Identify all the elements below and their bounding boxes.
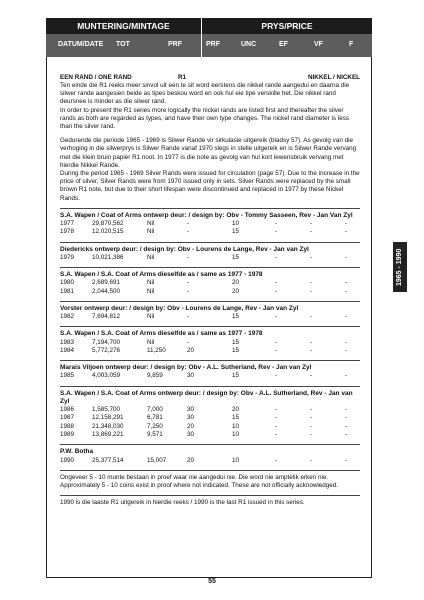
design-heading: S.A. Wapen / S.A. Coat of Arms dieselfde as / same as 1977 - 1978: [60, 330, 263, 338]
cell-unc: 15: [232, 346, 240, 354]
coin-code: R1: [178, 74, 187, 81]
header-divider: [201, 34, 202, 57]
mintage-row: [60, 423, 360, 431]
cell-prf: Nil: [147, 313, 155, 321]
cell-vf: -: [310, 220, 313, 228]
mintage-row: [60, 279, 360, 287]
coin-name: EEN RAND / ONE RAND: [60, 74, 132, 81]
cell-f: -: [345, 253, 348, 261]
cell-unc: 20: [232, 406, 240, 414]
cell-f: -: [345, 346, 348, 354]
cell-vf: -: [310, 253, 313, 261]
cell-vf: -: [310, 431, 313, 439]
cell-prf2: -: [187, 279, 190, 287]
cell-prf: 15,007: [147, 456, 167, 464]
cell-vf: -: [310, 372, 313, 380]
cell-ef: -: [275, 228, 278, 236]
design-heading: Vorster ontwerp deur: / design by: Obv - Lourens de Lange, Rev - Jan van Zyl: [60, 304, 299, 312]
cell-tot: 5,772,276: [92, 346, 121, 354]
cell-unc: 15: [232, 338, 240, 346]
mintage-row: [60, 254, 360, 262]
cell-year: 1987: [60, 414, 75, 422]
cell-unc: 10: [232, 422, 240, 430]
cell-unc: 15: [232, 414, 240, 422]
cell-vf: -: [310, 456, 313, 464]
cell-unc: 10: [232, 220, 240, 228]
cell-ef: -: [275, 414, 278, 422]
coin-metal: NIKKEL / NICKEL: [307, 74, 360, 81]
cell-f: -: [345, 220, 348, 228]
cell-tot: 7,694,812: [92, 313, 121, 321]
col-date: DATUM/DATE: [58, 41, 104, 48]
cell-year: 1984: [60, 346, 75, 354]
cell-tot: 7,194,700: [92, 338, 121, 346]
section-divider: [60, 301, 360, 302]
cell-prf2: -: [187, 228, 190, 236]
design-heading: S.A. Wapen / Coat of Arms ontwerp deur: / design by: Obv - Tommy Sasseen, Rev - Jan Van Zyl: [60, 211, 353, 219]
cell-f: -: [345, 456, 348, 464]
cell-tot: 12,158,291: [92, 414, 124, 422]
cell-prf: Nil: [147, 338, 155, 346]
cell-unc: 20: [232, 279, 240, 287]
cell-year: 1988: [60, 422, 75, 430]
cell-vf: -: [310, 414, 313, 422]
cell-prf2: -: [187, 220, 190, 228]
cell-year: 1983: [60, 338, 75, 346]
section-divider: [60, 360, 360, 361]
cell-f: -: [345, 422, 348, 430]
cell-prf: 6,781: [147, 414, 163, 422]
col-ef: EF: [279, 41, 288, 48]
cell-f: -: [345, 414, 348, 422]
column-header-bar: [46, 34, 372, 57]
cell-year: 1986: [60, 406, 75, 414]
cell-prf: 9,859: [147, 372, 163, 380]
cell-f: -: [345, 228, 348, 236]
design-heading: S.A. Wapen / S.A. Coat of Arms ontwerp deur: / design by: Obv - A.L. Sutherland, Rev - Jan van Zyl: [60, 389, 353, 405]
design-heading: Marais Viljoen ontwerp deur: / design by: Obv - A.L. Sutherland, Rev - Jan van Zyl: [60, 364, 312, 372]
col-prf-price: PRF: [206, 41, 220, 48]
cell-tot: 25,377,514: [92, 456, 124, 464]
cell-unc: 10: [232, 431, 240, 439]
cell-unc: 20: [232, 287, 240, 295]
cell-tot: 21,348,030: [92, 422, 124, 430]
footer-eng: Approximately 5 - 10 coins exist in proof where not indicated. These are not officially acknowledged.: [60, 482, 339, 490]
cell-ef: -: [275, 287, 278, 295]
mintage-row: [60, 457, 360, 465]
cell-year: 1989: [60, 431, 75, 439]
mintage-title: MUNTERING/MINTAGE: [46, 18, 202, 34]
cell-year: 1982: [60, 313, 75, 321]
col-unc: UNC: [241, 41, 257, 48]
cell-prf2: -: [187, 287, 190, 295]
col-vf: VF: [314, 41, 323, 48]
cell-tot: 12,020,515: [92, 228, 124, 236]
header-title-bar: [46, 18, 372, 34]
cell-f: -: [345, 287, 348, 295]
mintage-row: [60, 406, 360, 414]
page-number: 55: [208, 578, 216, 585]
cell-prf2: 30: [187, 406, 195, 414]
section-divider: [60, 267, 360, 268]
cell-prf: Nil: [147, 287, 155, 295]
cell-prf2: 20: [187, 456, 195, 464]
cell-prf2: -: [187, 313, 190, 321]
cell-f: -: [345, 406, 348, 414]
mintage-row: [60, 339, 360, 347]
section-divider: [60, 386, 360, 387]
cell-prf2: 20: [187, 422, 195, 430]
cell-ef: -: [275, 346, 278, 354]
footer-divider: [60, 470, 360, 471]
cell-year: 1990: [60, 456, 75, 464]
coin-title: [60, 74, 360, 82]
cell-prf: 7,000: [147, 406, 163, 414]
mintage-row: [60, 288, 360, 296]
cell-ef: -: [275, 372, 278, 380]
intro-afr-1: Ten einde die R1 reeks meer sinvol uit een te sit word eerstens die nikkel rande aangedui en daarna die silwer rande aangesien beide as tipes beskou word en ook hul eie tipe verskille het. Die nikkel rand deursnee is minder as die silwer rand.: [60, 82, 350, 106]
cell-vf: -: [310, 313, 313, 321]
cell-ef: -: [275, 313, 278, 321]
cell-year: 1979: [60, 253, 75, 261]
design-heading: P.W. Botha: [60, 448, 94, 456]
mintage-row: [60, 431, 360, 439]
cell-unc: 10: [232, 456, 240, 464]
cell-vf: -: [310, 346, 313, 354]
cell-ef: -: [275, 431, 278, 439]
design-heading: S.A. Wapen / S.A. Coat of Arms dieselfde as / same as 1977 - 1978: [60, 271, 263, 279]
cell-tot: 29,870,562: [92, 220, 124, 228]
section-divider: [60, 444, 360, 445]
footer-last: 1990 is die laaste R1 uitgereik in hierdie reeks / 1990 is the last R1 issued in this series.: [60, 499, 305, 507]
cell-unc: 15: [232, 313, 240, 321]
cell-f: -: [345, 313, 348, 321]
cell-vf: -: [310, 338, 313, 346]
cell-prf: 7,250: [147, 422, 163, 430]
cell-tot: 13,869,221: [92, 431, 124, 439]
price-title: PRYS/PRICE: [202, 18, 372, 34]
page-body: [60, 74, 360, 507]
mintage-row: [60, 220, 360, 228]
cell-ef: -: [275, 338, 278, 346]
cell-prf2: -: [187, 338, 190, 346]
cell-prf: Nil: [147, 228, 155, 236]
cell-prf: 9,571: [147, 431, 163, 439]
mintage-row: [60, 372, 360, 380]
cell-tot: 10,021,386: [92, 253, 124, 261]
cell-tot: 1,585,700: [92, 406, 121, 414]
cell-ef: -: [275, 220, 278, 228]
intro-eng-1: In order to present the R1 series more logically the nickel rands are listed first and thereafter the silver rands as both are regarded as types, and have their own type changes. The nickel rand diameter is less than the silver rand.: [60, 106, 350, 131]
cell-unc: 15: [232, 372, 240, 380]
cell-prf: Nil: [147, 253, 155, 261]
cell-prf: 11,250: [147, 346, 166, 354]
cell-tot: 2,689,691: [92, 279, 121, 287]
cell-unc: 15: [232, 253, 240, 261]
cell-vf: -: [310, 406, 313, 414]
cell-f: -: [345, 279, 348, 287]
design-heading: Diedericks ontwerp deur: / design by: Obv - Lourens de Lange, Rev - Jan van Zyl: [60, 245, 309, 253]
cell-f: -: [345, 431, 348, 439]
cell-prf2: 30: [187, 414, 195, 422]
cell-ef: -: [275, 406, 278, 414]
cell-ef: -: [275, 422, 278, 430]
cell-prf2: 30: [187, 431, 195, 439]
mintage-row: [60, 313, 360, 321]
footer-divider-2: [60, 495, 360, 496]
cell-prf2: 20: [187, 346, 195, 354]
section-divider: [60, 242, 360, 243]
cell-year: 1985: [60, 372, 75, 380]
cell-vf: -: [310, 279, 313, 287]
cell-prf: Nil: [147, 279, 155, 287]
col-tot: TOT: [116, 41, 130, 48]
mintage-row: [60, 414, 360, 422]
cell-tot: 2,044,500: [92, 287, 121, 295]
cell-ef: -: [275, 279, 278, 287]
cell-prf2: 30: [187, 372, 195, 380]
cell-vf: -: [310, 287, 313, 295]
section-divider: [60, 208, 360, 209]
cell-ef: -: [275, 253, 278, 261]
cell-prf: Nil: [147, 220, 155, 228]
intro-afr-2: Gedurende die periode 1965 - 1969 is Silwer Rande vir sirkulasie uitgereik (bladsy 57). As gevolg van die verhoging in die silwerprys is Silwer Rande vanaf 1970 slegs in stelle uitgereik en is Silwer Rande vervang met die klein bruin papier R1 noot. In 1977 is die note as gevolg van hul kort lewensbruik vervang met hierdie Nikkel Rande.: [60, 137, 357, 169]
mintage-sections: [60, 208, 360, 465]
era-side-tab: 1965 - 1990: [393, 242, 407, 292]
mintage-row: [60, 228, 360, 236]
footer-afr: Ongeveer 5 - 10 munte bestaan in proef waar nie aangedui nie. Die word nie amptelik erken nie.: [60, 473, 329, 481]
cell-f: -: [345, 372, 348, 380]
cell-year: 1977: [60, 220, 75, 228]
mintage-row: [60, 347, 360, 355]
cell-vf: -: [310, 228, 313, 236]
section-divider: [60, 326, 360, 327]
cell-vf: -: [310, 422, 313, 430]
cell-tot: 4,003,059: [92, 372, 121, 380]
cell-prf2: -: [187, 253, 190, 261]
cell-year: 1978: [60, 228, 75, 236]
cell-unc: 15: [232, 228, 240, 236]
intro-eng-2: During the period 1965 - 1969 Silver Rands were issued for circulation (page 57). Due to the increase in the price of silver, Silver Rands were from 1970 issued only in sets. Silver Rands were replaced by the small brown R1 note, but due to their short lifespan were discontinued and replaced in 1977 by these Nickel Rands.: [60, 170, 360, 202]
cell-f: -: [345, 338, 348, 346]
cell-year: 1980: [60, 279, 75, 287]
cell-ef: -: [275, 456, 278, 464]
col-prf: PRF: [168, 41, 182, 48]
col-f: F: [349, 41, 354, 48]
cell-year: 1981: [60, 287, 75, 295]
